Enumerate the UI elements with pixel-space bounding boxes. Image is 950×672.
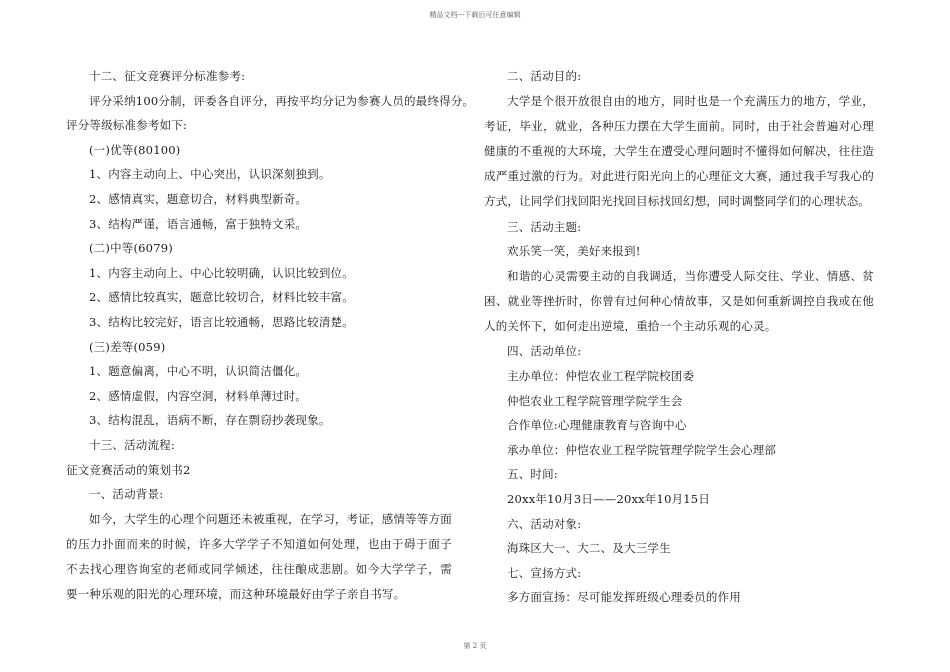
- page-header: 精品文档---下载后可任意编辑: [429, 11, 521, 19]
- paragraph: 四、活动单位:: [507, 344, 582, 359]
- paragraph: 六、活动对象:: [507, 516, 582, 531]
- paragraph: 欢乐笑一笑，美好来报到!: [507, 244, 641, 259]
- paragraph: 1、内容主动向上、中心比较明确，认识比较到位。: [89, 265, 354, 280]
- paragraph: 征文竞赛活动的策划书2: [66, 462, 191, 477]
- paragraph: 十三、活动流程:: [89, 437, 175, 452]
- paragraph: 合作单位:心理健康教育与咨询中心: [507, 418, 687, 433]
- paragraph: 承办单位：仲恺农业工程学院管理学院学生会心理部: [507, 442, 777, 457]
- page-number: 第 2 页: [463, 642, 487, 650]
- right-column: [484, 64, 884, 610]
- paragraph: 评分等级标准参考如下:: [66, 118, 188, 133]
- paragraph: 2、感情比较真实，题意比较切合，材料比较丰富。: [89, 290, 354, 305]
- left-column: [66, 64, 475, 608]
- paragraph: 一、活动背景:: [89, 487, 164, 502]
- paragraph: 主办单位：仲恺农业工程学院校团委: [507, 369, 695, 383]
- paragraph: (三)差等(059): [89, 339, 166, 354]
- paragraph: 1、题意偏离，中心不明，认识简洁僵化。: [89, 364, 308, 379]
- paragraph: 20xx年10月3日——20xx年10月15日: [507, 491, 711, 506]
- paragraph: 十二、征文竞赛评分标准参考:: [89, 69, 246, 83]
- paragraph: 海珠区大一、大二、及大三学生: [507, 541, 671, 556]
- paragraph: 和谐的心灵需要主动的自我调适，当你遭受人际交往、学业、情感、贫困、就业等挫折时，你曾有过何种心情故事，又是如何重新调控自我或在他人的关怀下，如何走出逆境，重拾一个主动乐观的心灵。: [484, 268, 874, 334]
- paragraph: 五、时间:: [507, 467, 558, 482]
- paragraph: 评分采纳100分制，评委各自评分，再按平均分记为参赛人员的最终得分。: [89, 93, 475, 108]
- paragraph: 多方面宣扬：尽可能发挥班级心理委员的作用: [507, 590, 741, 605]
- paragraph: 如今，大学生的心理个问题还未被重视，在学习，考证，感情等等方面的压力扑面而来的时候，许多大学学子不知道如何处理，也由于碍于面子不去找心理咨询室的老师或同学倾述，往往酿成悲剧。如今大学学子，需要一种乐观的阳光的心理环境，而这种环境最好由学子亲自书写。: [66, 511, 452, 602]
- paragraph: 二、活动目的:: [507, 69, 582, 83]
- paragraph: 2、感情虚假，内容空洞，材料单薄过时。: [89, 388, 308, 403]
- paragraph: 3、结构比较完好，语言比较通畅，思路比较清楚。: [89, 314, 354, 329]
- paragraph: 3、结构严谨，语言通畅，富于独特文采。: [89, 216, 308, 231]
- paragraph: 三、活动主题:: [507, 219, 582, 234]
- paragraph: 3、结构混乱，语病不断，存在剽窃抄袭现象。: [89, 413, 331, 428]
- paragraph: 七、宣扬方式:: [507, 565, 582, 580]
- paragraph: (二)中等(6079): [89, 241, 173, 256]
- paragraph: 大学是个很开放很自由的地方，同时也是一个充满压力的地方，学业，考证，毕业，就业，各种压力摆在大学生面前。同时，由于社会普遍对心理健康的不重视的大环境，大学生在遭受心理问题时不懂得如何解决，往往造成严重过激的行为。对此进行阳光向上的心理征文大赛，通过我手写我心的方式，让同学们找回阳光找回目标找回幻想，同时调整同学们的心理状态。: [484, 93, 874, 209]
- paragraph: (一)优等(80100): [89, 142, 181, 157]
- paragraph: 1、内容主动向上、中心突出，认识深刻独到。: [89, 167, 331, 182]
- paragraph: 仲恺农业工程学院管理学院学生会: [507, 393, 683, 408]
- paragraph: 2、感情真实，题意切合，材料典型新奇。: [89, 191, 308, 206]
